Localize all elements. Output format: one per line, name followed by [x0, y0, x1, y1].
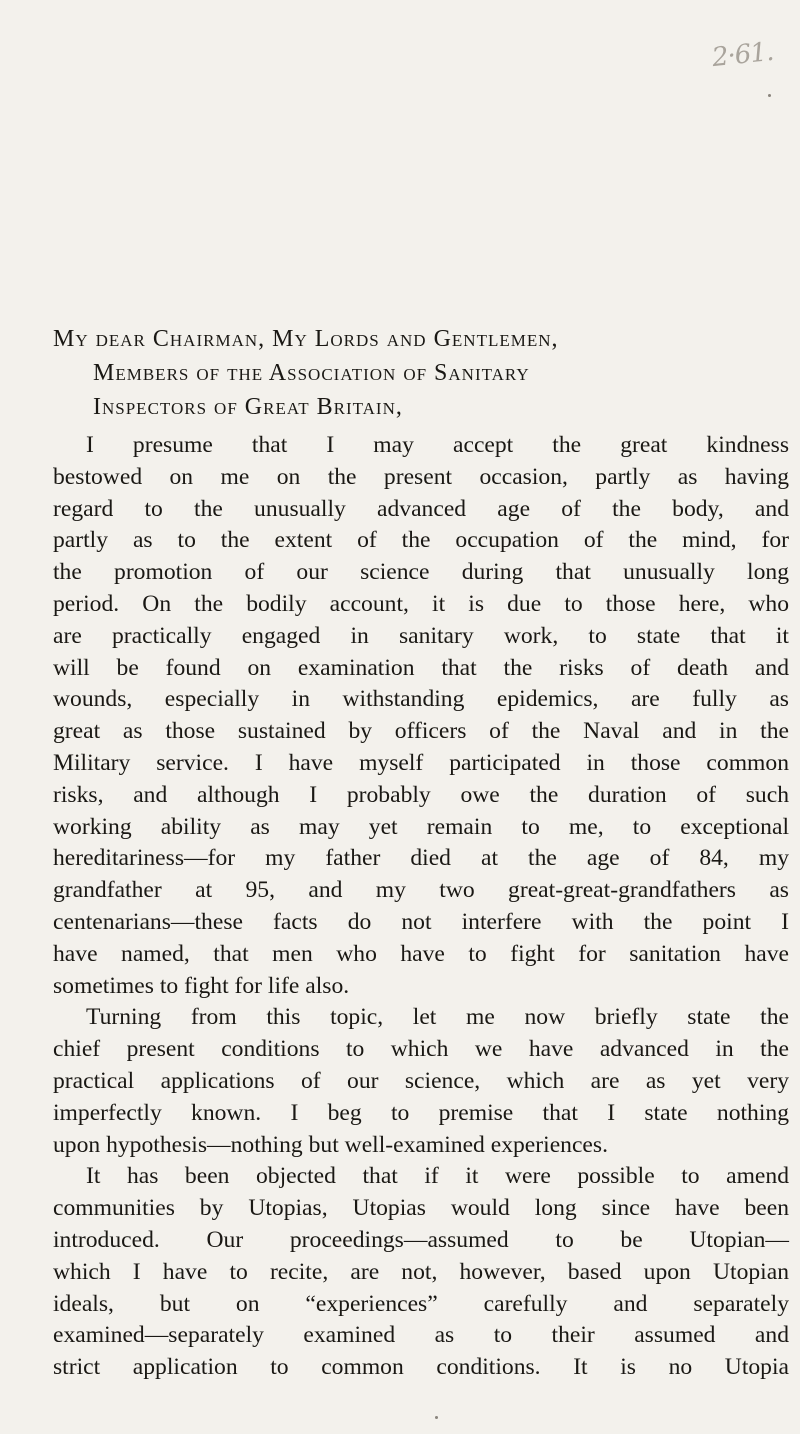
text-line: period. On the bodily account, it is due to those here, who	[53, 590, 789, 617]
text-line: I presume that I may accept the great kindness	[86, 432, 789, 458]
text-line: partly as to the extent of the occupation of the mind, for	[53, 527, 789, 554]
salutation	[53, 322, 788, 424]
text-line: which I have to recite, are not, however, based upon Utopian	[53, 1258, 789, 1285]
text-line: will be found on examination that the risks of death and	[53, 654, 789, 681]
text-line: wounds, especially in withstanding epidemics, are fully as	[53, 686, 789, 713]
text-line: Military service. I have myself participated in those common	[53, 749, 789, 776]
text-line: regard to the unusually advanced age of the body, and	[53, 495, 789, 522]
text-line: chief present conditions to which we have advanced in the	[53, 1036, 789, 1063]
speck-mark	[768, 94, 771, 97]
text-line: are practically engaged in sanitary work, to state that it	[53, 622, 789, 649]
text-line: the promotion of our science during that unusually long	[53, 559, 789, 586]
text-line: upon hypothesis—nothing but well-examined experiences.	[53, 1131, 608, 1158]
salutation-line: My dear Chairman, My Lords and Gentlemen,	[53, 326, 559, 352]
pencil-page-number: 2·61.	[710, 36, 775, 74]
text-line: hereditariness—for my father died at the age of 84, my	[53, 845, 789, 872]
text-line: risks, and although I probably owe the duration of such	[53, 781, 789, 808]
salutation-line: Members of the Association of Sanitary	[93, 360, 530, 386]
text-line: Turning from this topic, let me now briefly state the	[86, 1004, 789, 1031]
text-line: have named, that men who have to fight for sanitation have	[53, 940, 789, 967]
text-line: introduced. Our proceedings—assumed to be Utopian—	[53, 1226, 789, 1253]
text-line: working ability as may yet remain to me, to exceptional	[53, 813, 789, 840]
text-line: examined—separately examined as to their assumed and	[53, 1322, 789, 1349]
body-text	[53, 430, 789, 1384]
text-line: communities by Utopias, Utopias would long since have been	[53, 1195, 789, 1222]
text-line: ideals, but on “experiences” carefully and separately	[53, 1290, 789, 1317]
text-line: grandfather at 95, and my two great-great-grandfathers as	[53, 877, 789, 904]
text-line: bestowed on me on the present occasion, partly as having	[53, 463, 789, 490]
text-line: centenarians—these facts do not interfere with the point I	[53, 908, 789, 935]
speck-mark	[435, 1416, 438, 1419]
text-line: strict application to common conditions. It is no Utopia	[53, 1354, 789, 1381]
text-line: sometimes to fight for life also.	[53, 972, 350, 999]
text-line: practical applications of our science, which are as yet very	[53, 1067, 789, 1094]
text-line: great as those sustained by officers of the Naval and in the	[53, 718, 789, 745]
salutation-line: Inspectors of Great Britain,	[93, 394, 403, 420]
text-line: imperfectly known. I beg to premise that I state nothing	[53, 1099, 789, 1126]
text-line: It has been objected that if it were possible to amend	[86, 1163, 789, 1190]
